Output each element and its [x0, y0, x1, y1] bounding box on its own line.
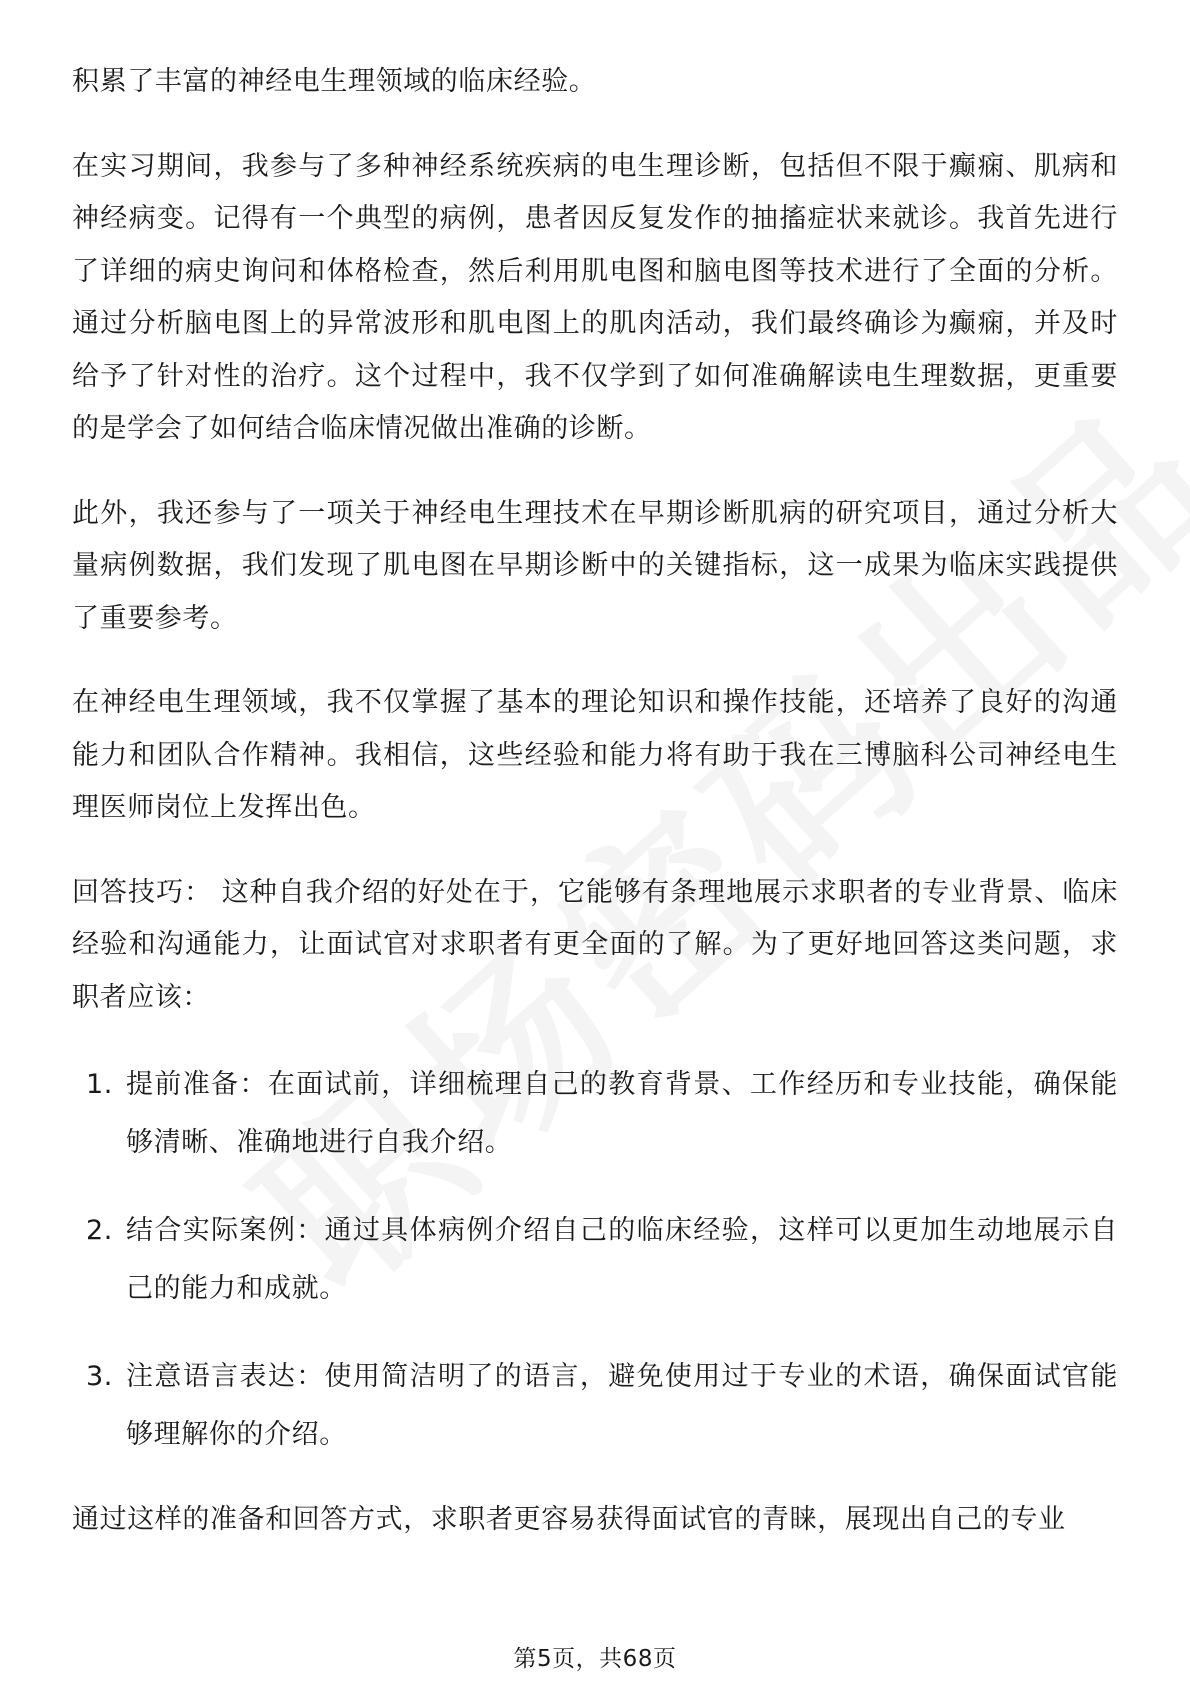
paragraph-2: 在实习期间，我参与了多种神经系统疾病的电生理诊断，包括但不限于癫痫、肌病和神经病变。记得有一个典型的病例，患者因反复发作的抽搐症状来就诊。我首先进行了详细的病史询问和体格检查，然后利用肌电图和脑电图等技术进行了全面的分析。通过分析脑电图上的异常波形和肌电图上的肌肉活动，我们最终确诊为癫痫，并及时给予了针对性的治疗。这个过程中，我不仅学到了如何准确解读电生理数据，更重要的是学会了如何结合临床情况做出准确的诊断。: [72, 150, 1118, 444]
list-item: [72, 1056, 1118, 1172]
list-number: 2.: [86, 1215, 113, 1246]
list-number: 1.: [86, 1069, 113, 1100]
list-item-text: 提前准备：在面试前，详细梳理自己的教育背景、工作经历和专业技能，确保能够清晰、准确地进行自我介绍。: [126, 1069, 1118, 1158]
list-item: [72, 1202, 1118, 1318]
list-item-text: 注意语言表达：使用简洁明了的语言，避免使用过于专业的术语，确保面试官能够理解你的介绍。: [126, 1361, 1118, 1450]
paragraph-3: 此外，我还参与了一项关于神经电生理技术在早期诊断肌病的研究项目，通过分析大量病例数据，我们发现了肌电图在早期诊断中的关键指标，这一成果为临床实践提供了重要参考。: [72, 497, 1118, 634]
list-item-text: 结合实际案例：通过具体病例介绍自己的临床经验，这样可以更加生动地展示自己的能力和成就。: [126, 1215, 1118, 1304]
closing-paragraph: 通过这样的准备和回答方式，求职者更容易获得面试官的青睐，展现出自己的专业: [72, 1504, 1066, 1535]
paragraph-answer-tips: 回答技巧： 这种自我介绍的好处在于，它能够有条理地展示求职者的专业背景、临床经验和沟通能力，让面试官对求职者有更全面的了解。为了更好地回答这类问题，求职者应该：: [72, 876, 1118, 1013]
paragraph-4: 在神经电生理领域，我不仅掌握了基本的理论知识和操作技能，还培养了良好的沟通能力和团队合作精神。我相信，这些经验和能力将有助于我在三博脑科公司神经电生理医师岗位上发挥出色。: [72, 687, 1118, 823]
tips-list: [72, 1056, 1118, 1464]
list-number: 3.: [86, 1361, 113, 1392]
list-item: [72, 1348, 1118, 1464]
page-number-footer: 第5页，共68页: [513, 1646, 677, 1672]
page-content: [72, 56, 1118, 1579]
paragraph-1: 积累了丰富的神经电生理领域的临床经验。: [72, 66, 597, 97]
